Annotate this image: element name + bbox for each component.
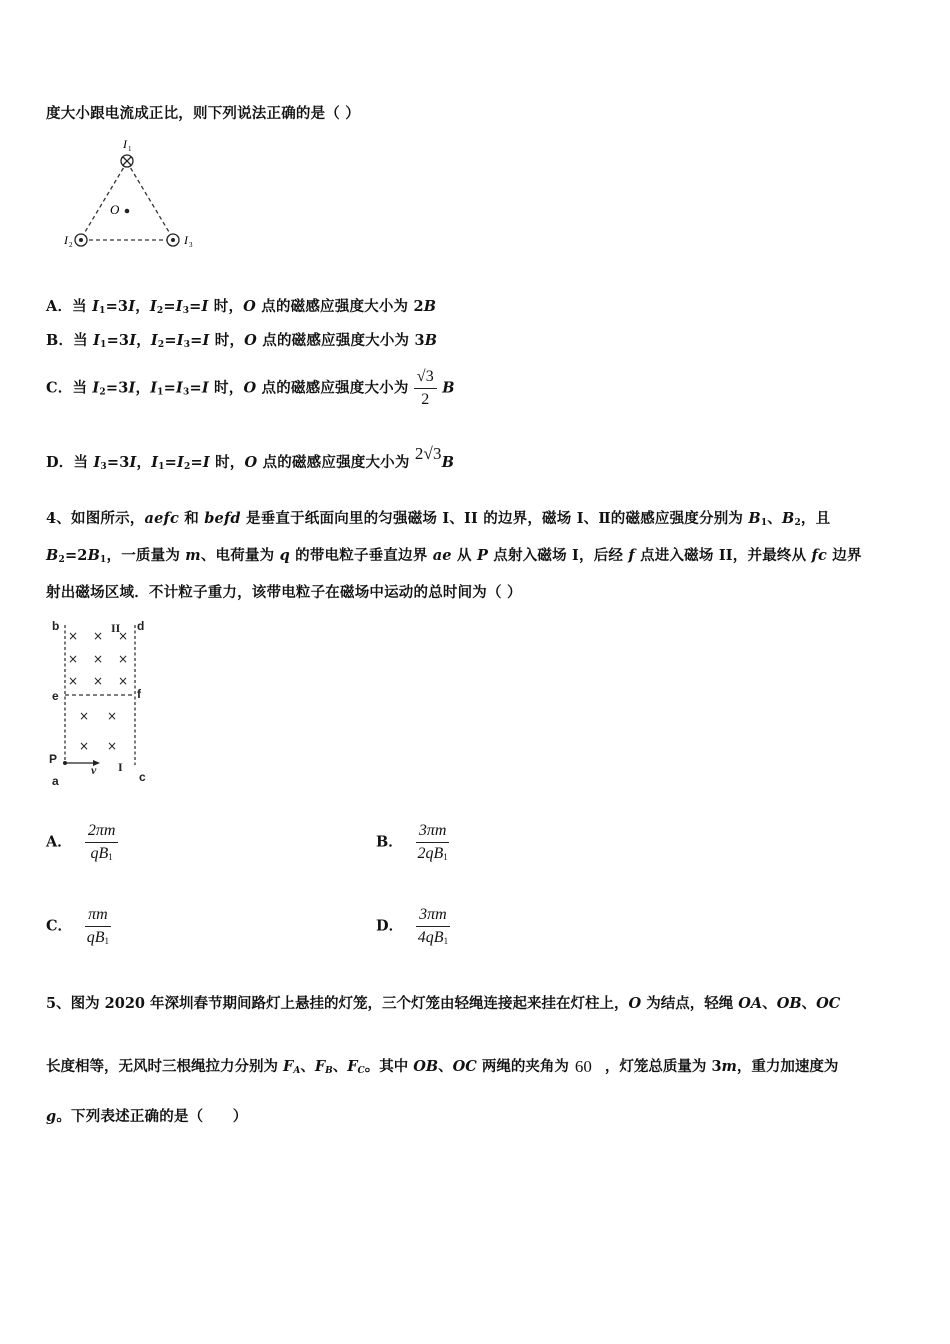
label-b: b (52, 619, 60, 633)
label-f: f (137, 687, 141, 701)
q4-option-b[interactable]: B． $\frac{3\pi m}{2qB_1}$ (376, 822, 448, 862)
label-c: c (139, 770, 146, 784)
cross-icon: × (118, 674, 129, 688)
q5-line-1: 5、图为 2020 年深圳春节期间路灯上悬挂的灯笼，三个灯笼由轻绳连接起来挂在灯柱上，O 为结点，轻绳 OA、OB、OC (46, 995, 841, 1012)
cross-icon: × (93, 674, 104, 688)
label-i3: I (184, 233, 188, 247)
sqrt3-over-2-fraction: $\frac{√3}{2}$ (414, 368, 437, 409)
triangle-side-right (127, 162, 172, 237)
label-p: P (49, 752, 58, 766)
q4-line-3: 射出磁场区域．不计粒子重力，该带电粒子在磁场中运动的总时间为（ ） (46, 584, 522, 601)
current-out-of-page-icon-right (167, 234, 179, 246)
q4-option-a[interactable]: A． $\frac{2\pi m}{qB_1}$ (46, 822, 118, 863)
cross-icon: × (107, 739, 118, 753)
q4-magnetic-field-figure (44, 615, 164, 790)
label-v: v (91, 763, 97, 777)
cross-icon: × (93, 629, 104, 643)
q3-current-triangle-figure (60, 135, 200, 255)
cross-icon: × (68, 629, 79, 643)
cross-icon: × (79, 739, 90, 753)
q4-option-d[interactable]: D． $\frac{3\pi m}{4qB_1}$ (376, 906, 449, 946)
center-point-o (125, 209, 130, 214)
q4-option-c[interactable]: C． $\frac{\pi m}{qB_1}$ (46, 906, 110, 946)
current-out-of-page-icon-left (75, 234, 87, 246)
point-p (63, 761, 67, 765)
q3-intro: 度大小跟电流成正比，则下列说法正确的是（ ） (46, 105, 360, 122)
cross-icon: × (79, 709, 90, 723)
q4-line-2: $B_2=2B_1$，一质量为 m、电荷量为 q 的带电粒子垂直边界 ae 从 P 点射入磁场 I，后经 f 点进入磁场 II，并最终从 fc 边界 (46, 547, 862, 565)
cross-icon: × (68, 652, 79, 666)
angle-60-value: 60 (574, 1057, 592, 1076)
label-e: e (52, 689, 59, 703)
q5-line-3: g。下列表述正确的是（ ） (46, 1108, 248, 1125)
label-i1: I (123, 137, 127, 151)
cross-icon: × (118, 652, 129, 666)
cross-icon: × (118, 629, 129, 643)
cross-icon: × (107, 709, 118, 723)
label-d: d (137, 619, 145, 633)
q3-option-c[interactable]: C．当 $I_2=3I$，$I_1=I_3=I$ 时，O 点的磁感应强度大小为 $\frac{√3}{2}$ B (46, 368, 455, 408)
label-region-i: I (118, 760, 123, 774)
q3-option-a[interactable]: A．当 $I_1=3I$，$I_2=I_3=I$ 时，O 点的磁感应强度大小为 2B (46, 298, 437, 316)
field-cross-icons (68, 629, 128, 753)
cross-icon: × (68, 674, 79, 688)
q3-option-b[interactable]: B．当 $I_1=3I$，$I_2=I_3=I$ 时，O 点的磁感应强度大小为 3B (46, 332, 438, 350)
triangle-side-left (82, 162, 127, 237)
q4-line-1: 4、如图所示，aefc 和 befd 是垂直于纸面向里的匀强磁场 I、II 的边界，磁场 I、Ⅱ的磁感应强度分别为 $B_1$、$B_2$，且 (46, 510, 831, 528)
current-into-page-icon (121, 155, 133, 167)
label-o: O (110, 202, 120, 217)
label-i1-sub: 1 (128, 145, 132, 153)
cross-icon: × (93, 652, 104, 666)
label-i2-sub: 2 (69, 241, 73, 249)
label-i3-sub: 3 (189, 241, 193, 249)
q3-option-d[interactable]: D．当 $I_3=3I$，$I_1=I_2=I$ 时，O 点的磁感应强度大小为 2√3B (46, 444, 455, 472)
q5-line-2: 长度相等，无风时三根绳拉力分别为 $F_A$、$F_B$、$F_C$。其中 OB、OC 两绳的夹角为 60 ，灯笼总质量为 3m，重力加速度为 (46, 1057, 839, 1076)
label-region-ii: II (111, 621, 121, 635)
label-a: a (52, 774, 59, 788)
label-i2: I (64, 233, 68, 247)
